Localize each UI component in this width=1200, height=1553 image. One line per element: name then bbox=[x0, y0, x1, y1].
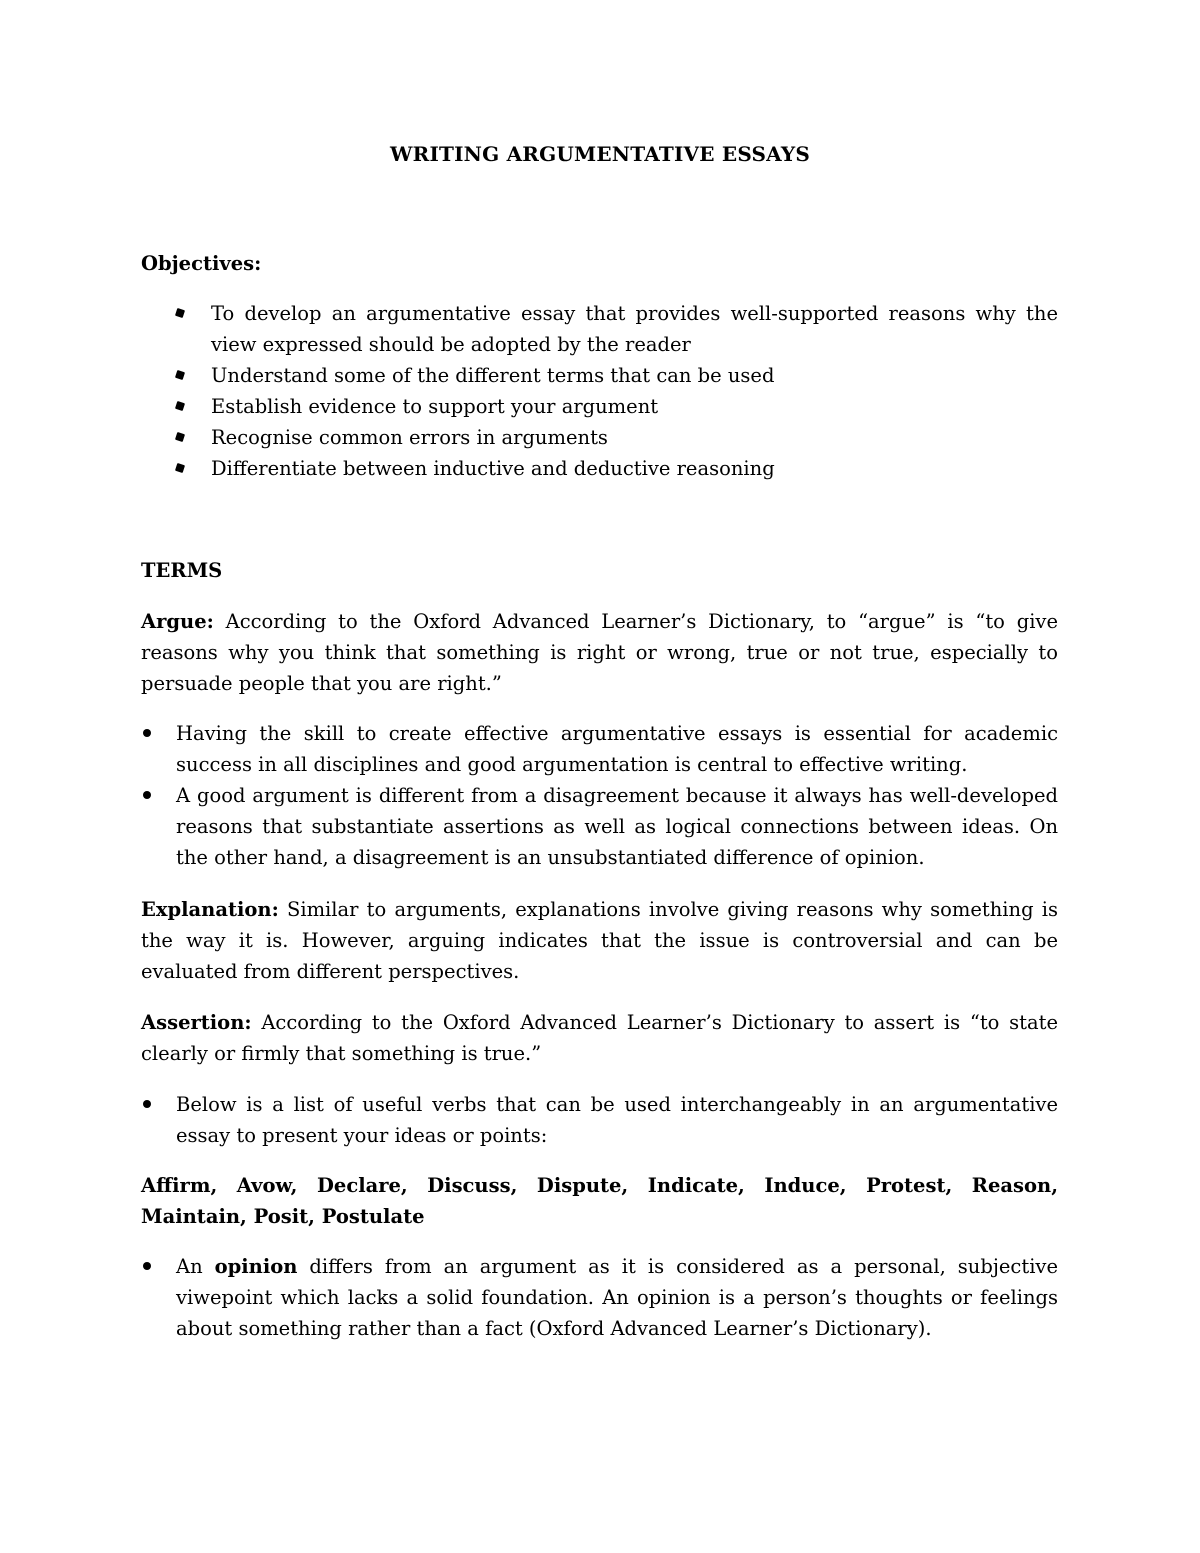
square-bullet-icon bbox=[175, 463, 185, 473]
objective-text: Understand some of the different terms that can be used bbox=[211, 364, 775, 387]
opinion-text: differs from an argument as it is considered as a personal, subjective viwepoint which lacks a solid foundation. An opinion is a person’s thoughts or feelings about something rather than a fact (Oxford Advanced Learner’s Dictionary). bbox=[176, 1255, 1058, 1340]
argue-definition: According to the Oxford Advanced Learner’s Dictionary, to “argue” is “to give reasons why you think that something is right or wrong, true or not true, especially to persuade people that you are right.” bbox=[141, 610, 1058, 695]
explanation-paragraph bbox=[141, 894, 1058, 987]
argue-term: Argue: bbox=[141, 610, 214, 633]
objectives-heading: Objectives: bbox=[141, 252, 262, 275]
argue-paragraph bbox=[141, 606, 1058, 699]
bullet-text: Having the skill to create effective argumentative essays is essential for academic success in all disciplines and good argumentation is central to effective writing. bbox=[176, 722, 1058, 776]
square-bullet-icon bbox=[175, 432, 185, 442]
argue-bullets bbox=[141, 718, 1058, 873]
opinion-term: opinion bbox=[214, 1255, 298, 1278]
assertion-term: Assertion: bbox=[141, 1011, 252, 1034]
square-bullet-icon bbox=[175, 401, 185, 411]
list-item bbox=[141, 360, 1058, 391]
round-bullet-icon bbox=[143, 1262, 151, 1270]
terms-heading: TERMS bbox=[141, 559, 223, 582]
assertion-definition: According to the Oxford Advanced Learner’s Dictionary to assert is “to state clearly or firmly that something is true.” bbox=[141, 1011, 1058, 1065]
objective-text: To develop an argumentative essay that provides well-supported reasons why the view expressed should be adopted by the reader bbox=[211, 302, 1058, 356]
objective-text: Recognise common errors in arguments bbox=[211, 426, 608, 449]
list-item bbox=[141, 718, 1058, 780]
list-item bbox=[141, 453, 1058, 484]
round-bullet-icon bbox=[143, 729, 151, 737]
opinion-bullet-list bbox=[141, 1251, 1058, 1344]
opinion-pre: An bbox=[176, 1255, 215, 1278]
square-bullet-icon bbox=[175, 370, 185, 380]
list-item bbox=[141, 391, 1058, 422]
bullet-text: A good argument is different from a disagreement because it always has well-developed reasons that substantiate assertions as well as logical connections between ideas. On the other hand, a disagreement is an unsubstantiated difference of opinion. bbox=[176, 784, 1058, 869]
explanation-term: Explanation: bbox=[141, 898, 279, 921]
explanation-definition: Similar to arguments, explanations involve giving reasons why something is the way it is. However, arguing indicates that the issue is controversial and can be evaluated from different perspectives. bbox=[141, 898, 1058, 983]
list-item bbox=[141, 1251, 1058, 1344]
square-bullet-icon bbox=[175, 308, 185, 318]
round-bullet-icon bbox=[143, 791, 151, 799]
assertion-paragraph bbox=[141, 1007, 1058, 1069]
verbs-list: Affirm, Avow, Declare, Discuss, Dispute, Indicate, Induce, Protest, Reason, Maintain, Posit, Postulate bbox=[141, 1174, 1058, 1228]
verbs-bullet-list bbox=[141, 1089, 1058, 1151]
bullet-text: Below is a list of useful verbs that can be used interchangeably in an argumentative essay to present your ideas or points: bbox=[176, 1093, 1058, 1147]
objective-text: Establish evidence to support your argument bbox=[211, 395, 659, 418]
round-bullet-icon bbox=[143, 1100, 151, 1108]
document-title: WRITING ARGUMENTATIVE ESSAYS bbox=[389, 142, 811, 166]
list-item bbox=[141, 422, 1058, 453]
list-item bbox=[141, 780, 1058, 873]
objectives-list bbox=[141, 298, 1058, 484]
objective-text: Differentiate between inductive and deductive reasoning bbox=[211, 457, 775, 480]
list-item bbox=[141, 1089, 1058, 1151]
list-item bbox=[141, 298, 1058, 360]
